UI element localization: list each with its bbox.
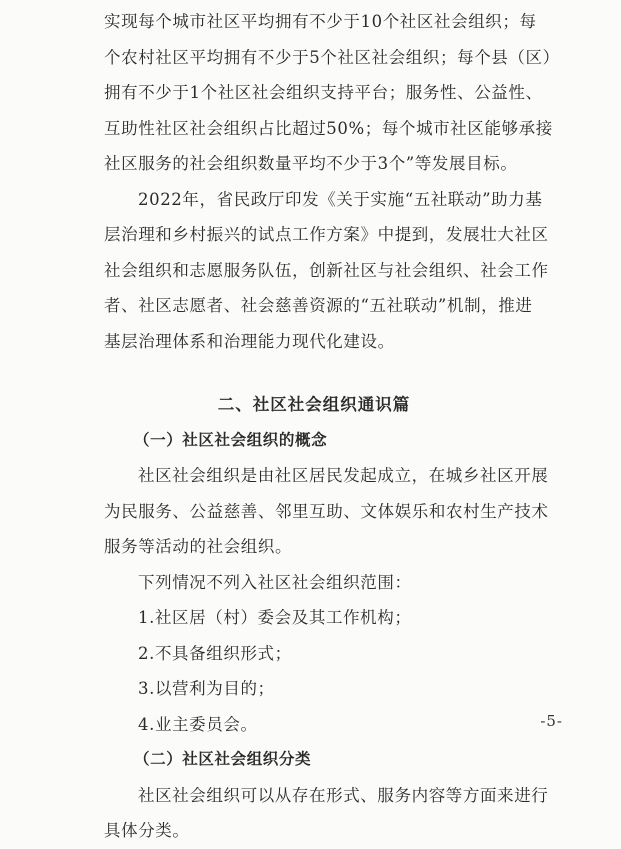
text-line: 社区服务的社会组织数量平均不少于3个”等发展目标。 — [104, 154, 518, 173]
page-number: -5- — [540, 712, 563, 730]
subsection-title: （二）社区社会组织分类 — [134, 750, 312, 768]
text-line: 为民服务、公益慈善、邻里互助、文体娱乐和农村生产技术 — [104, 501, 549, 521]
subsection-title: （一）社区社会组织的概念 — [134, 430, 328, 449]
text-line: 个农村社区平均拥有不少于5个社区社会组织；每个县（区） — [104, 47, 560, 67]
list-item: 1.社区居（村）委会及其工作机构； — [138, 608, 412, 627]
text-line: 拥有不少于1个社区社会组织支持平台；服务性、公益性、 — [104, 83, 543, 102]
text-line: 互助性社区社会组织占比超过50%；每个城市社区能够承接 — [104, 118, 553, 138]
list-item: 2.不具备组织形式； — [138, 643, 292, 663]
blank-spacer — [104, 359, 524, 387]
text-line: 社区社会组织可以从存在形式、服务内容等方面来进行 — [138, 785, 549, 805]
page-content — [104, 4, 560, 849]
text-line: 2022年，省民政厅印发《关于实施“五社联动”助力基 — [138, 189, 543, 209]
text-line: 社会组织和志愿服务队伍，创新社区与社会组织、社会工作 — [104, 260, 549, 280]
text-line: 者、社区志愿者、社会慈善资源的“五社联动”机制，推进 — [104, 296, 533, 315]
text-line: 基层治理体系和治理能力现代化建设。 — [104, 331, 395, 351]
list-item: 4.业主委员会。 — [138, 714, 258, 734]
text-line: 具体分类。 — [104, 821, 190, 840]
list-item: 3.以营利为目的； — [138, 679, 275, 698]
section-heading: 二、社区社会组织通识篇 — [217, 395, 411, 414]
text-line: 层治理和乡村振兴的试点工作方案》中提到，发展壮大社区 — [104, 225, 549, 244]
text-line: 实现每个城市社区平均拥有不少于10个社区社会组织；每 — [104, 12, 537, 31]
text-line: 社区社会组织是由社区居民发起成立，在城乡社区开展 — [138, 466, 549, 485]
text-line: 下列情况不列入社区社会组织范围： — [138, 572, 412, 592]
text-line: 服务等活动的社会组织。 — [104, 537, 293, 556]
